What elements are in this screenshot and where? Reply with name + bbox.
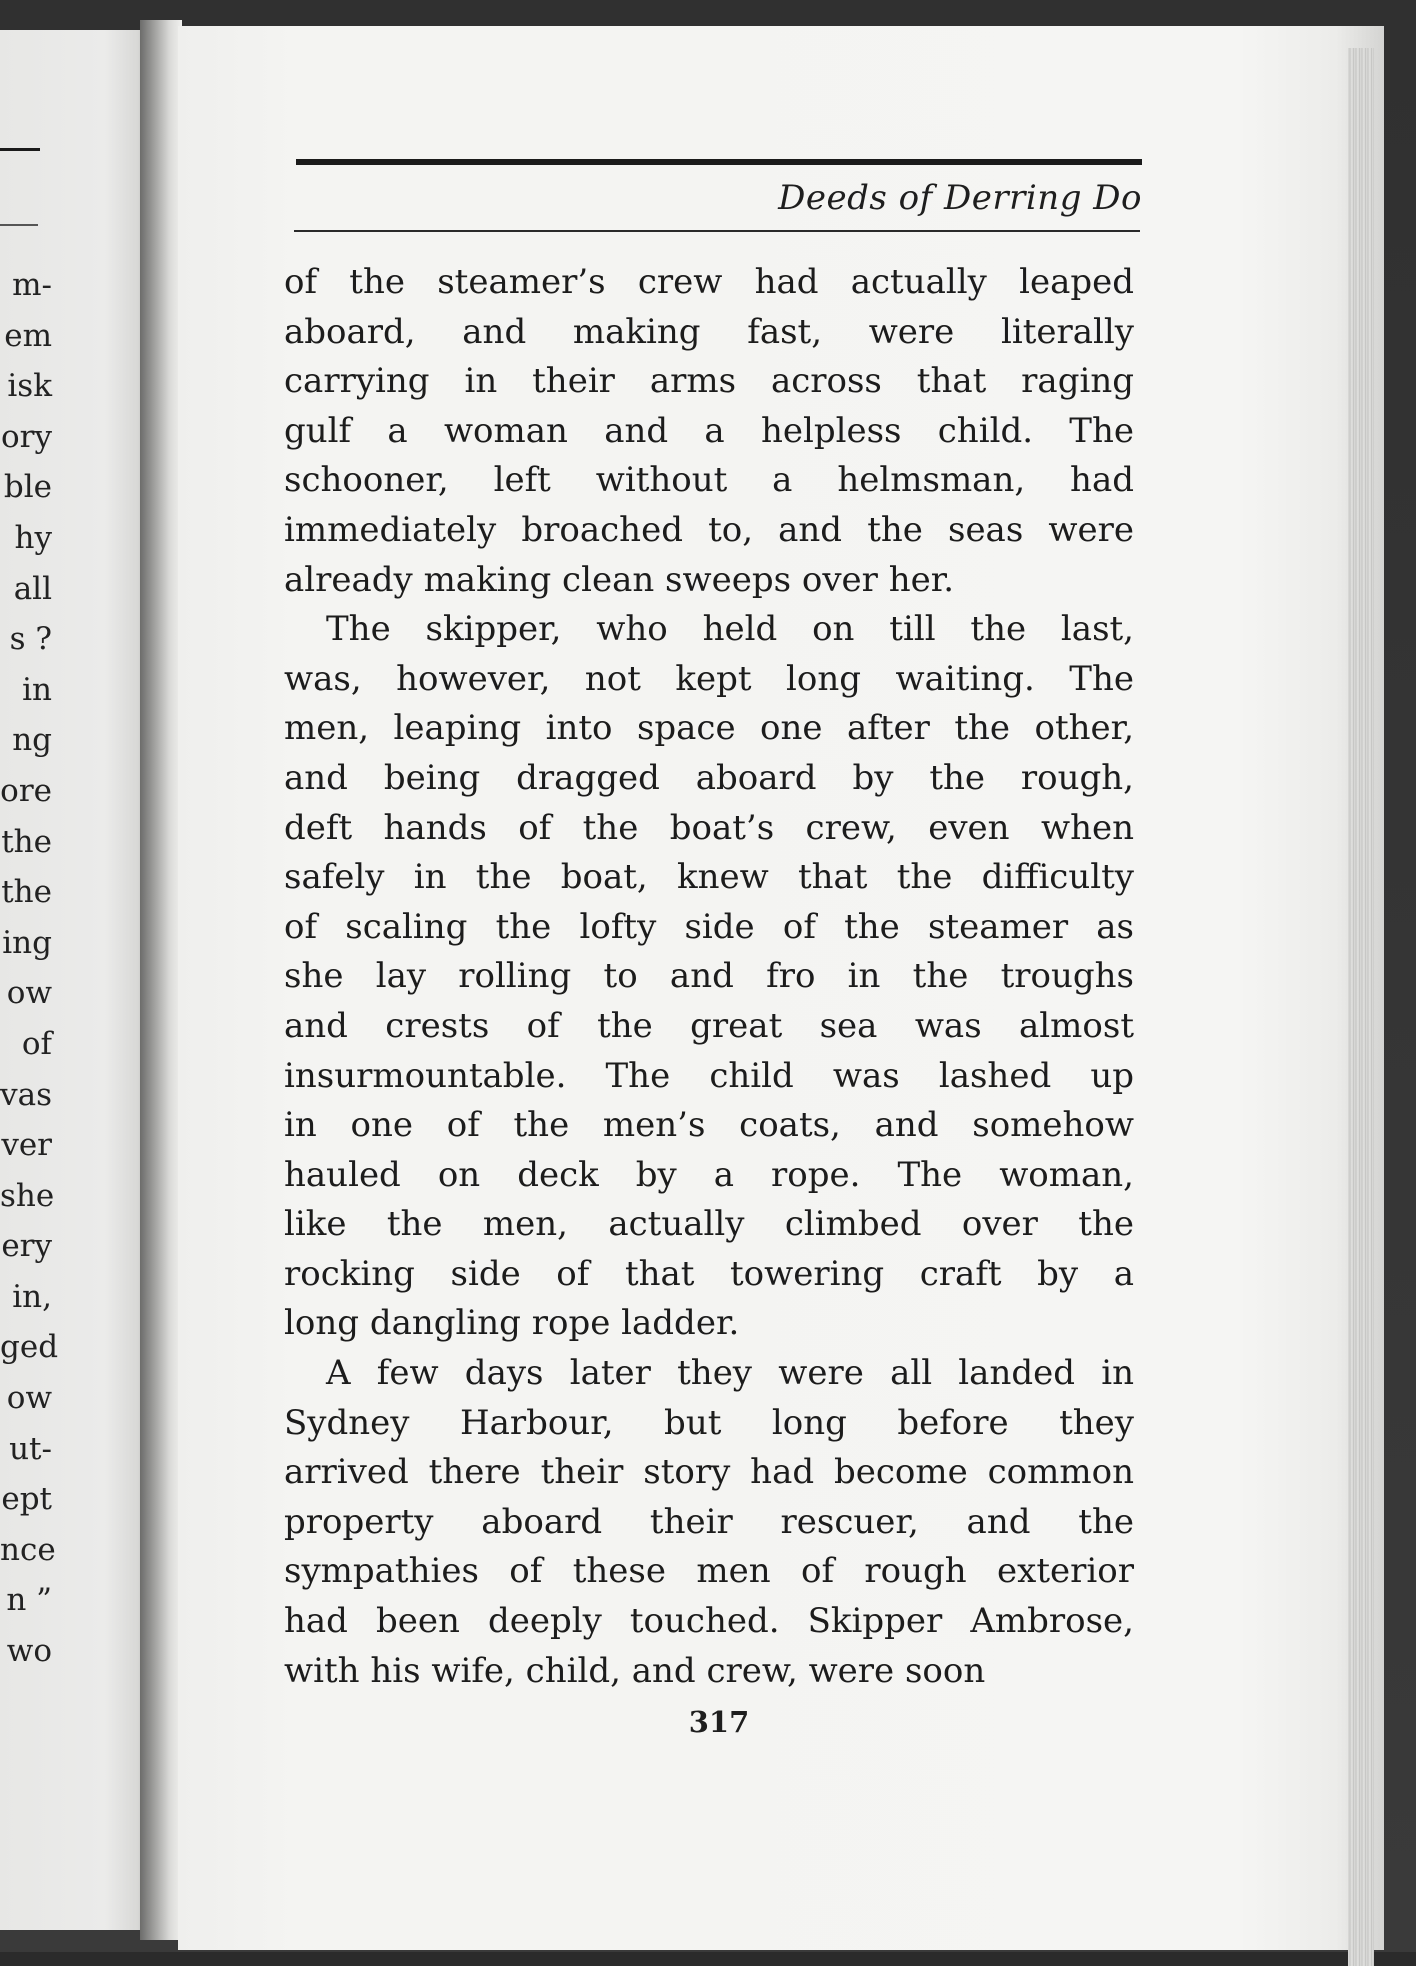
previous-page-head-underline xyxy=(0,224,38,226)
text-line: schooner, left without a helmsman, had xyxy=(284,460,1134,501)
page-edges xyxy=(1348,48,1374,1966)
text-line: arrived there their story had become common xyxy=(284,1452,1134,1493)
running-head-underline xyxy=(294,230,1140,232)
text-line: A few days later they were all landed in xyxy=(326,1353,1134,1394)
text-line: of the steamer’s crew had actually leaped xyxy=(284,262,1134,302)
text-line: carrying in their arms across that raging xyxy=(284,361,1134,402)
previous-page-line-fragment: m- xyxy=(12,267,52,303)
previous-page-line-fragment: s ? xyxy=(9,621,52,658)
previous-page-line-fragment: wo xyxy=(6,1633,52,1670)
previous-page-line-fragment: ery xyxy=(1,1228,52,1265)
previous-page-line-fragment: ow xyxy=(6,1380,52,1417)
paragraph xyxy=(284,605,1134,1349)
text-line: and crests of the great sea was almost xyxy=(284,1005,1134,1046)
text-line: Sydney Harbour, but long before they xyxy=(284,1402,1134,1443)
previous-page-line-fragment: ory xyxy=(1,418,52,455)
previous-page-text-fragments xyxy=(0,260,59,1677)
previous-page-line-fragment: vas xyxy=(0,1076,52,1113)
previous-page xyxy=(0,30,150,1930)
previous-page-line-fragment: ble xyxy=(3,469,52,506)
previous-page-line-fragment: hy xyxy=(14,519,52,556)
running-head-rule xyxy=(296,159,1142,165)
text-line: had been deeply touched. Skipper Ambrose, xyxy=(284,1601,1134,1642)
previous-page-line-fragment: isk xyxy=(7,368,52,405)
running-head: Deeds of Derring Do xyxy=(778,178,1142,218)
text-line: aboard, and making fast, were literally xyxy=(284,311,1134,352)
previous-page-line-fragment: nce xyxy=(0,1531,56,1568)
previous-page-head-rule xyxy=(0,148,40,151)
text-line: like the men, actually climbed over the xyxy=(284,1204,1134,1245)
previous-page-line-fragment: ged xyxy=(0,1329,59,1366)
book-gutter xyxy=(140,20,182,1940)
paragraph xyxy=(284,258,1134,605)
text-line: sympathies of these men of rough exterior xyxy=(284,1551,1134,1592)
text-line: men, leaping into space one after the other, xyxy=(284,708,1134,749)
previous-page-line-fragment: ow xyxy=(6,975,52,1012)
text-line: she lay rolling to and fro in the troughs xyxy=(284,956,1134,997)
text-line: already making clean sweeps over her. xyxy=(284,559,955,600)
previous-page-line-fragment: the xyxy=(1,874,52,911)
previous-page-line-fragment: ept xyxy=(1,1481,52,1518)
previous-page-line-fragment: n ” xyxy=(6,1582,52,1619)
text-line: hauled on deck by a rope. The woman, xyxy=(284,1154,1134,1195)
text-line: gulf a woman and a helpless child. The xyxy=(284,410,1134,451)
previous-page-line-fragment: em xyxy=(4,317,52,354)
page-number: 317 xyxy=(688,1705,750,1739)
text-line: insurmountable. The child was lashed up xyxy=(284,1055,1134,1096)
text-line: in one of the men’s coats, and somehow xyxy=(284,1105,1134,1146)
text-line: rocking side of that towering craft by a xyxy=(284,1253,1134,1294)
previous-page-line-fragment: she xyxy=(0,1177,55,1214)
text-line: property aboard their rescuer, and the xyxy=(284,1501,1134,1542)
text-line: immediately broached to, and the seas were xyxy=(284,509,1134,550)
body-text xyxy=(284,258,1134,1696)
previous-page-line-fragment: the xyxy=(1,823,52,860)
text-line: safely in the boat, knew that the difficulty xyxy=(284,857,1134,898)
text-line: of scaling the lofty side of the steamer as xyxy=(284,906,1134,947)
paragraph xyxy=(284,1349,1134,1696)
previous-page-line-fragment: ver xyxy=(1,1127,52,1164)
text-line: long dangling rope ladder. xyxy=(284,1303,740,1344)
previous-page-line-fragment: all xyxy=(13,570,52,607)
text-line: The skipper, who held on till the last, xyxy=(326,609,1134,650)
text-line: deft hands of the boat’s crew, even when xyxy=(284,807,1134,848)
previous-page-line-fragment: ing xyxy=(2,924,52,961)
text-line: and being dragged aboard by the rough, xyxy=(284,757,1134,798)
previous-page-line-fragment: ut- xyxy=(9,1430,52,1467)
previous-page-line-fragment: in, xyxy=(12,1278,52,1315)
text-line: was, however, not kept long waiting. The xyxy=(284,658,1134,699)
previous-page-line-fragment: in xyxy=(22,671,52,708)
text-line: with his wife, child, and crew, were soon xyxy=(284,1650,986,1691)
previous-page-line-fragment: ng xyxy=(12,722,52,759)
previous-page-line-fragment: ore xyxy=(0,772,52,809)
previous-page-line-fragment: of xyxy=(21,1025,52,1062)
